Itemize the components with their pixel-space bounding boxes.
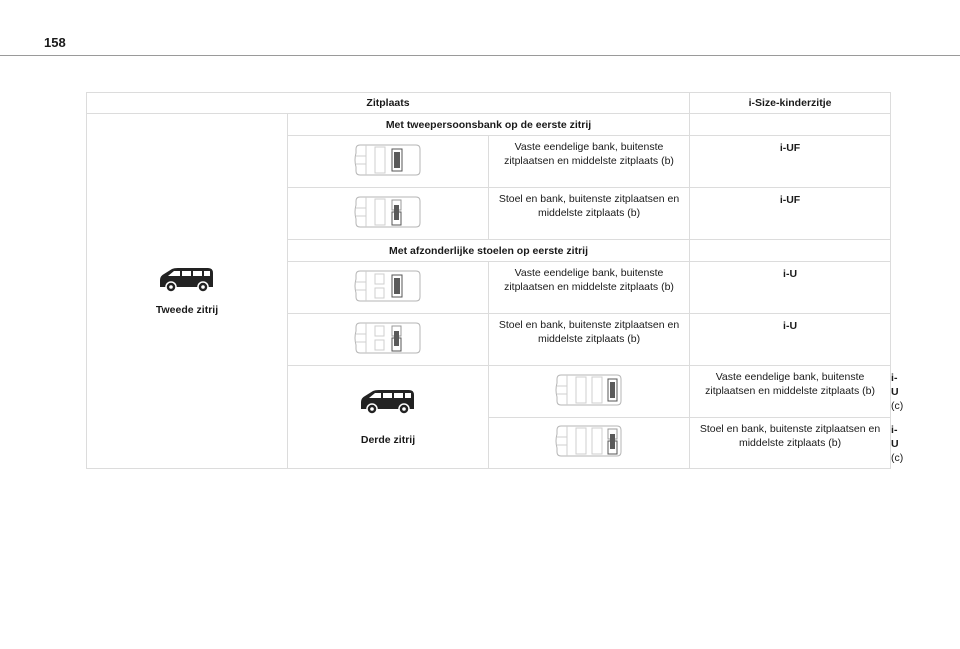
header-isize: i-Size-kinderzitje bbox=[690, 93, 891, 114]
seat-description: Stoel en bank, buitenste zitplaatsen en middelste zitplaats (b) bbox=[690, 418, 891, 469]
header-seat: Zitplaats bbox=[87, 93, 690, 114]
seat-table bbox=[86, 92, 904, 469]
seat-layout-diagram bbox=[288, 314, 489, 366]
sub-heading: Met afzonderlijke stoelen op eerste zitrij bbox=[288, 240, 690, 262]
header-rule bbox=[0, 55, 960, 56]
isize-code: i-UF bbox=[779, 142, 801, 154]
seat-description: Vaste eendelige bank, buitenste zitplaatsen en middelste zitplaats (b) bbox=[690, 366, 891, 418]
seat-layout-diagram bbox=[288, 136, 489, 188]
row-label: Derde zitrij bbox=[360, 434, 416, 446]
seat-layout-diagram bbox=[288, 188, 489, 240]
seat-layout-diagram bbox=[489, 366, 690, 418]
isize-value bbox=[690, 314, 891, 366]
isize-code: i-UF bbox=[779, 194, 801, 206]
seat-layout-icon bbox=[354, 195, 422, 229]
sub-heading: Met tweepersoonsbank op de eerste zitrij bbox=[288, 114, 690, 136]
empty-cell bbox=[690, 114, 891, 136]
isize-code: i-U bbox=[891, 372, 899, 398]
van-icon bbox=[359, 387, 417, 417]
row-group-third-row bbox=[288, 366, 489, 469]
seat-layout-icon bbox=[555, 373, 623, 407]
isize-note: (c) bbox=[891, 452, 904, 464]
isize-note: (c) bbox=[891, 400, 904, 412]
seat-layout-diagram bbox=[288, 262, 489, 314]
van-icon bbox=[158, 265, 216, 295]
page-number: 158 bbox=[44, 35, 66, 50]
isize-value bbox=[690, 136, 891, 188]
seat-description: Vaste eendelige bank, buitenste zitplaatsen en middelste zitplaats (b) bbox=[489, 136, 690, 188]
seat-layout-icon bbox=[354, 269, 422, 303]
seat-layout-diagram bbox=[489, 418, 690, 469]
seat-layout-icon bbox=[354, 143, 422, 177]
empty-cell bbox=[690, 240, 891, 262]
seat-description: Vaste eendelige bank, buitenste zitplaatsen en middelste zitplaats (b) bbox=[489, 262, 690, 314]
row-label: Tweede zitrij bbox=[155, 304, 219, 316]
isize-code: i-U bbox=[891, 424, 899, 450]
isize-code: i-U bbox=[783, 320, 798, 332]
seat-description: Stoel en bank, buitenste zitplaatsen en middelste zitplaats (b) bbox=[489, 188, 690, 240]
isize-value bbox=[690, 188, 891, 240]
row-group-second-row bbox=[87, 114, 288, 469]
seat-layout-icon bbox=[354, 321, 422, 355]
isize-code: i-U bbox=[783, 268, 798, 280]
seat-description: Stoel en bank, buitenste zitplaatsen en middelste zitplaats (b) bbox=[489, 314, 690, 366]
seat-layout-icon bbox=[555, 424, 623, 458]
isize-value bbox=[690, 262, 891, 314]
